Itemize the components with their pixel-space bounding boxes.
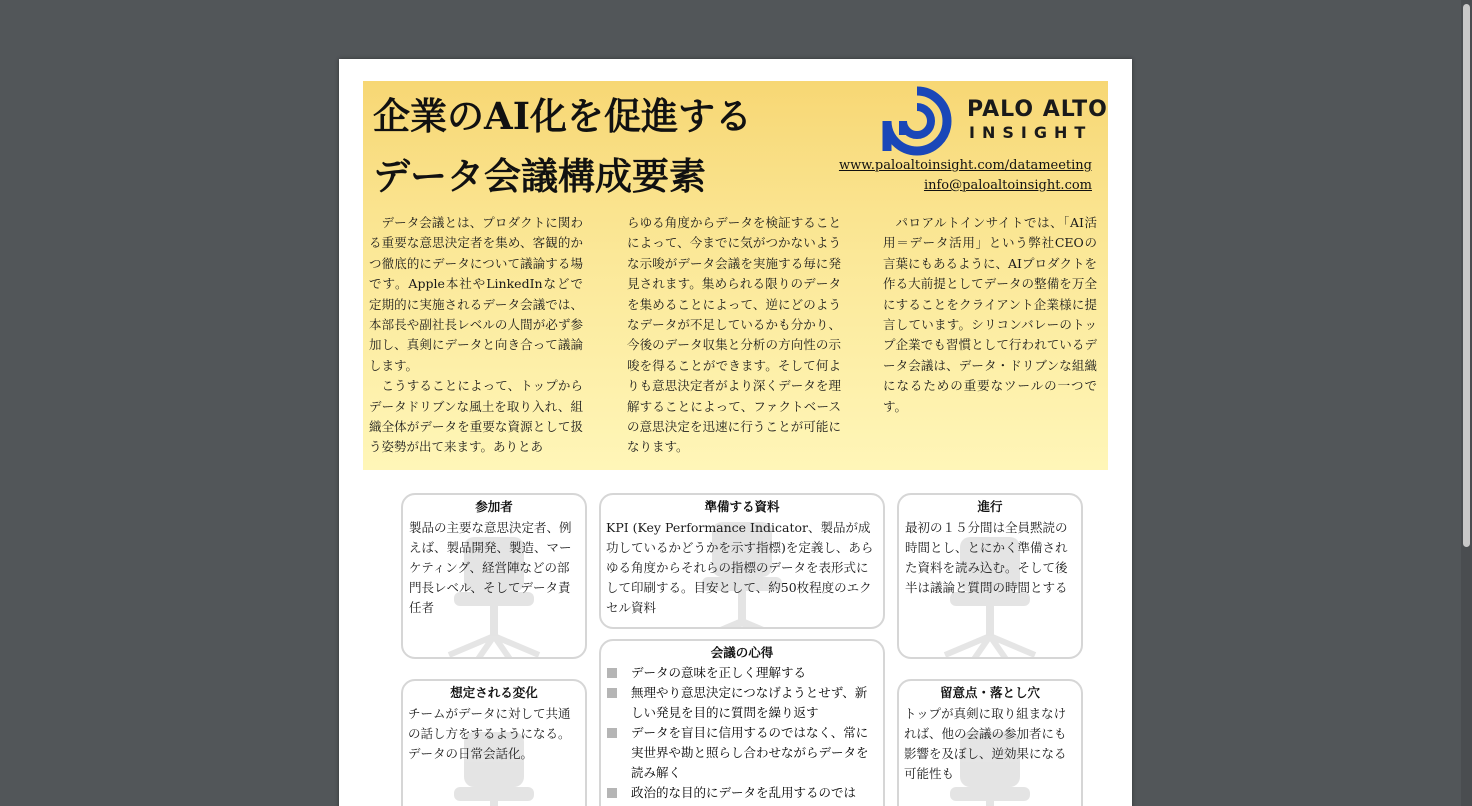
card-caution-body: トップが真剣に取り組まなければ、他の会議の参加者にも影響を及ぼし、逆効果になる可能性も	[904, 706, 1067, 781]
logo-name-line-1: PALO ALTO	[967, 97, 1108, 122]
header-panel	[363, 81, 1108, 470]
logo-name-line-2: INSIGHT	[969, 123, 1093, 142]
palo-alto-insight-logo	[881, 85, 1108, 155]
card-caution-title: 留意点・落とし穴	[939, 685, 1040, 700]
intro-col3-paragraph: パロアルトインサイトでは、「AI活用＝データ活用」という弊社CEOの言葉にもあるように、AIプロダクトを作る大前提としてデータの整備を万全にすることをクライアント企業様に提言しています。シリコンバレーのトップ企業でも習慣として行われているデータ会議は、データ・ドリブンな組織になるための重要なツールの一つです。	[883, 215, 1097, 414]
mindset-bullet-list	[601, 663, 883, 803]
card-participants-title: 参加者	[475, 499, 513, 514]
card-expected-change-body: チームがデータに対して共通の話し方をするようになる。データの日常会話化。	[408, 706, 571, 761]
intro-column-2	[627, 213, 841, 458]
card-materials-body: KPI (Key Performance Indicator、製品が成功しているかどうかを示す指標)を定義し、あらゆる角度からそれらの指標のデータを表形式にして印刷する。目安として、約50枚程度のエクセル資料	[606, 520, 874, 615]
intro-col1-paragraph-2: こうすることによって、トップからデータドリブンな風土を取り入れ、組織全体がデータを重要な資源として扱う姿勢が出て来ます。ありとあ	[369, 378, 583, 455]
card-participants-body: 製品の主要な意思決定者、例えば、製品開発、製造、マーケティング、経営陣などの部門長レベル、そしてデータ責任者	[409, 520, 572, 615]
card-participants	[401, 493, 587, 659]
card-materials	[599, 493, 885, 629]
card-mindset-title: 会議の心得	[710, 645, 774, 660]
bullet-square-icon	[607, 688, 617, 698]
bullet-square-icon	[607, 728, 617, 738]
intro-column-1	[369, 213, 583, 458]
card-expected-change	[401, 679, 587, 806]
list-item: データを盲目に信用するのではなく、常に実世界や勘と照らし合わせながらデータを読み解く	[607, 723, 877, 783]
intro-col1-paragraph-1: データ会議とは、プロダクトに関わる重要な意思決定者を集め、客観的かつ徹底的にデータについて議論する場です。Apple本社やLinkedInなどで定期的に実施されるデータ会議では、本部長や副社長レベルの人間が必ず参加し、真剣にデータと向き合って議論します。	[369, 215, 583, 373]
bullet-square-icon	[607, 668, 617, 678]
intro-column-3	[883, 213, 1097, 417]
bullet-square-icon	[607, 788, 617, 798]
card-expected-change-title: 想定される変化	[450, 685, 538, 700]
email-link[interactable]: info@paloaltoinsight.com	[923, 178, 1092, 193]
card-mindset	[599, 639, 885, 806]
card-materials-title: 準備する資料	[704, 499, 780, 514]
card-progress-title: 進行	[977, 499, 1003, 514]
scrollbar-thumb[interactable]	[1463, 4, 1470, 547]
intro-col2-paragraph: らゆる角度からデータを検証することによって、今までに気がつかないような示唆がデータ会議を実施する毎に発見されます。集められる限りのデータを集めることによって、逆にどのようなデータが不足しているかも分かり、今後のデータ収集と分析の方向性の示唆を得ることができます。そして何よりも意思決定者がより深くデータを理解することによって、ファクトベースの意思決定を迅速に行うことが可能になります。	[627, 215, 841, 455]
pdf-page	[339, 59, 1132, 806]
logo-mark-icon	[881, 85, 953, 157]
card-caution	[897, 679, 1083, 806]
list-item: データの意味を正しく理解する	[607, 663, 877, 683]
title-line-2: データ会議構成要素	[373, 154, 706, 198]
list-item: 無理やり意思決定につなげようとせず、新しい発見を目的に質問を繰り返す	[607, 683, 877, 723]
list-item: 政治的な目的にデータを乱用するのでは	[607, 783, 877, 803]
card-progress-body: 最初の１５分間は全員黙読の時間とし、とにかく準備された資料を読み込む。そして後半は議論と質問の時間とする	[905, 520, 1068, 595]
card-progress	[897, 493, 1083, 659]
website-link[interactable]: www.paloaltoinsight.com/datameeting	[838, 158, 1092, 173]
title-line-1: 企業のAI化を促進する	[373, 94, 753, 138]
